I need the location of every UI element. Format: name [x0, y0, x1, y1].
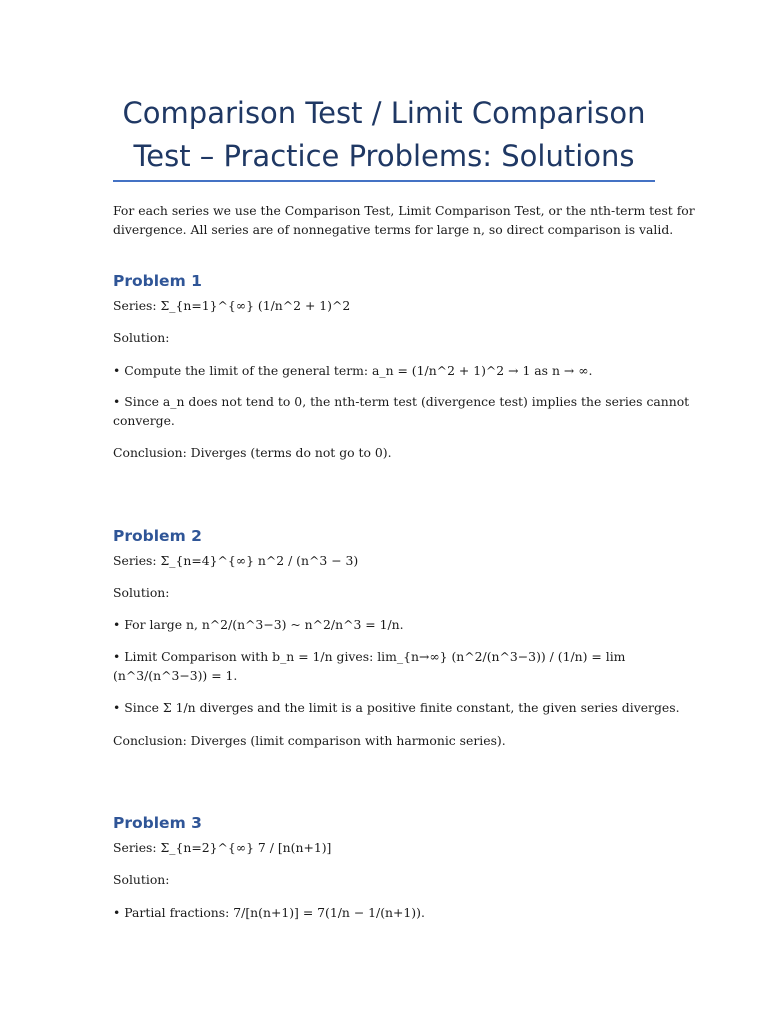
problem-2-bullet-2-line-1: • Limit Comparison with b_n = 1/n gives: lim_{n→∞} (n^2/(n^3−3)) / (1/n) = lim	[113, 649, 626, 664]
title-line-2: Test – Practice Problems: Solutions	[133, 139, 635, 173]
problem-3-solution-label: Solution:	[113, 872, 170, 887]
problem-1-conclusion: Conclusion: Diverges (terms do not go to 0).	[113, 445, 392, 460]
problem-3-series: Series: Σ_{n=2}^{∞} 7 / [n(n+1)]	[113, 840, 332, 855]
problem-1-solution-label: Solution:	[113, 330, 170, 345]
problem-2-bullet-1: • For large n, n^2/(n^3−3) ~ n^2/n^3 = 1/n.	[113, 617, 404, 632]
problem-1-bullet-2-line-2: converge.	[113, 413, 175, 428]
intro-line-2: divergence. All series are of nonnegative terms for large n, so direct comparison is valid.	[113, 222, 674, 237]
problem-2-bullet-2-line-2: (n^3/(n^3−3)) = 1.	[113, 668, 238, 683]
problem-2-bullet-3: • Since Σ 1/n diverges and the limit is a positive finite constant, the given series diverges.	[113, 700, 680, 715]
problem-1-series: Series: Σ_{n=1}^{∞} (1/n^2 + 1)^2	[113, 298, 351, 313]
problem-2-series: Series: Σ_{n=4}^{∞} n^2 / (n^3 − 3)	[113, 553, 359, 568]
problem-2-conclusion: Conclusion: Diverges (limit comparison with harmonic series).	[113, 733, 506, 748]
problem-1-bullet-2-line-1: • Since a_n does not tend to 0, the nth-term test (divergence test) implies the series cannot	[113, 394, 690, 409]
problem-3-bullet-1: • Partial fractions: 7/[n(n+1)] = 7(1/n − 1/(n+1)).	[113, 905, 425, 920]
title-underline	[113, 180, 655, 182]
problem-1-heading: Problem 1	[113, 272, 202, 290]
title-line-1: Comparison Test / Limit Comparison	[122, 96, 646, 130]
problem-1-bullet-1: • Compute the limit of the general term: a_n = (1/n^2 + 1)^2 → 1 as n → ∞.	[113, 363, 593, 378]
problem-2-solution-label: Solution:	[113, 585, 170, 600]
problem-3-heading: Problem 3	[113, 814, 202, 832]
problem-2-heading: Problem 2	[113, 527, 202, 545]
page-title	[113, 92, 655, 178]
intro-line-1: For each series we use the Comparison Test, Limit Comparison Test, or the nth-term test for	[113, 203, 695, 218]
